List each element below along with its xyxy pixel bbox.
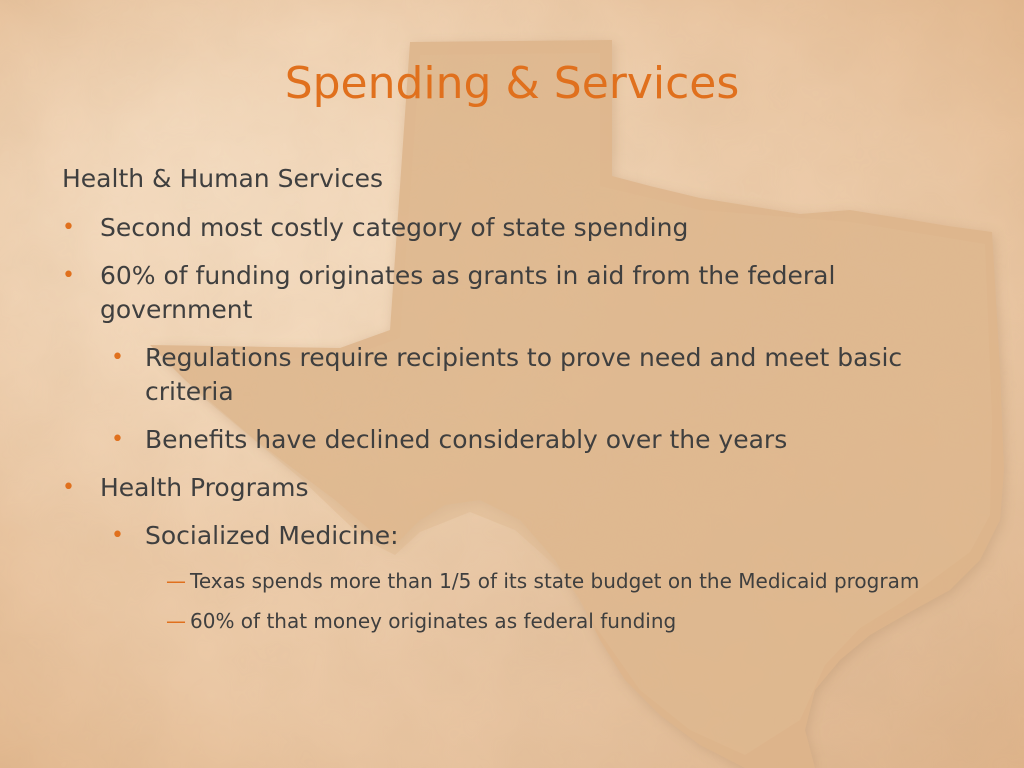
list-item: [62, 211, 930, 245]
bullet-icon: •: [62, 215, 75, 240]
sub-list-item-text: Socialized Medicine:: [145, 521, 399, 550]
sub-list-item-text: Regulations require recipients to prove need and meet basic criteria: [145, 343, 903, 406]
bullet-icon: •: [111, 345, 124, 370]
bullet-icon: •: [62, 475, 75, 500]
slide-body: [62, 162, 962, 647]
bullet-icon: •: [111, 427, 124, 452]
page-title: Spending & Services: [284, 58, 740, 109]
list-item-text: Second most costly category of state spending: [100, 213, 689, 242]
dash-list-item: [62, 567, 930, 595]
bullet-icon: •: [111, 523, 124, 548]
sub-list-item: [62, 341, 905, 409]
list-item: [62, 471, 930, 505]
bullet-icon: •: [62, 263, 75, 288]
sub-list-item: [62, 519, 905, 553]
dash-icon: —: [166, 569, 186, 593]
sub-list-item: [62, 423, 905, 457]
sub-list-item-text: Benefits have declined considerably over the years: [145, 425, 788, 454]
dash-list-item-text: Texas spends more than 1/5 of its state budget on the Medicaid program: [190, 569, 920, 593]
section-heading: Health & Human Services: [62, 164, 384, 193]
list-item-text: Health Programs: [100, 473, 309, 502]
list-item: [62, 259, 930, 327]
dash-list-item-text: 60% of that money originates as federal funding: [190, 609, 677, 633]
list-item-text: 60% of funding originates as grants in aid from the federal government: [100, 261, 836, 324]
dash-icon: —: [166, 609, 186, 633]
dash-list-item: [62, 607, 930, 635]
